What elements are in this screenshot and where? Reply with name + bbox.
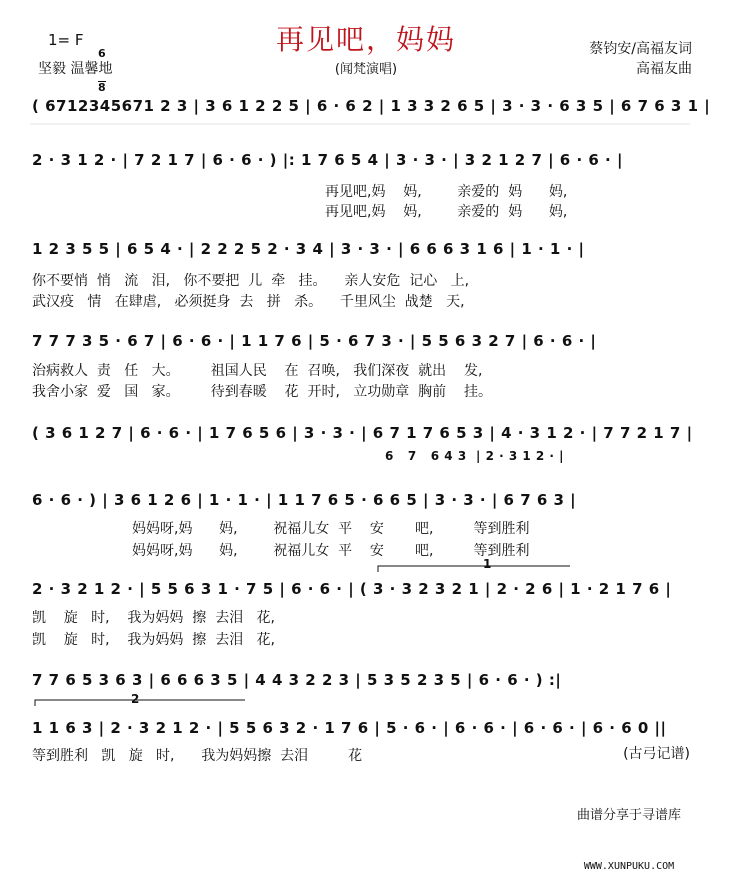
key-signature: 1= F [48,31,84,49]
composer-credit: 高福友曲 [636,61,692,77]
system-1-notes: ( 6712345671 2 3 | 3 6 1 2 2 5 | 6 · 6 2 | 1 3 3 2 6 5 | 3 · 3 · 6 3 5 | 6 7 6 3 1 | [32,97,711,115]
volta-2-label: 2 [131,692,140,706]
system-9-lyrics: 等到胜利 凯 旋 时, 我为妈妈擦 去泪 花 [32,748,363,764]
system-5-notes: ( 3 6 1 2 7 | 6 · 6 · | 1 7 6 5 6 | 3 · 3 · | 6 7 1 7 6 5 3 | 4 · 3 1 2 · | 7 7 2 1 7 | [32,424,693,442]
system-6-lyrics-verse-2: 妈妈呀,妈 妈, 祝福儿女 平 安 吧, 等到胜利 [132,543,530,559]
system-2-lyrics-verse-2: 再见吧,妈 妈, 亲爱的 妈 妈, [325,204,568,220]
system-6-notes: 6 · 6 · ) | 3 6 1 2 6 | 1 · 1 · | 1 1 7 6 5 · 6 6 5 | 3 · 3 · | 6 7 6 3 | [32,491,577,509]
volta-1-bracket [378,566,570,572]
time-signature-top: 6 [98,47,106,60]
volta-2-bracket [35,700,245,706]
time-signature-bottom: 8 [98,81,106,94]
system-7-notes: 2 · 3 2 1 2 · | 5 5 6 3 1 · 7 5 | 6 · 6 · | ( 3 · 3 2 3 2 1 | 2 · 2 6 | 1 · 2 1 7 6 | [32,580,672,598]
system-4-lyrics-verse-1: 治病救人 责 任 大。 祖国人民 在 召唤, 我们深夜 就出 发, [32,363,483,379]
transcriber-credit: (古弓记谱) [623,746,690,762]
lyricist-credit: 蔡钧安/高福友词 [589,41,692,57]
watermark-url: WWW.XUNPUKU.COM [583,861,675,872]
song-title: 再见吧，妈妈 [275,23,456,56]
performer: (闻梵演唱) [334,62,398,77]
volta-1-label: 1 [483,557,492,571]
expression-marking: 坚毅 温馨地 [38,61,113,77]
system-2-notes: 2 · 3 1 2 · | 7 2 1 7 | 6 · 6 · ) |: 1 7 6 5 4 | 3 · 3 · | 3 2 1 2 7 | 6 · 6 · | [32,151,623,169]
system-7-lyrics-verse-2: 凯 旋 时, 我为妈妈 擦 去泪 花, [32,632,276,648]
watermark-text: 曲谱分享于寻谱库 [576,808,681,823]
system-3-lyrics-verse-2: 武汉疫 情 在肆虐, 必须挺身 去 拼 杀。 千里风尘 战楚 天, [32,294,465,310]
system-7-lyrics-verse-1: 凯 旋 时, 我为妈妈 擦 去泪 花, [32,610,276,626]
system-3-notes: 1 2 3 5 5 | 6 5 4 · | 2 2 2 5 2 · 3 4 | 3 · 3 · | 6 6 6 3 1 6 | 1 · 1 · | [32,240,585,258]
system-9-notes: 1 1 6 3 | 2 · 3 2 1 2 · | 5 5 6 3 2 · 1 7 6 | 5 · 6 · | 6 · 6 · | 6 · 6 · | 6 · 6 0 || [32,719,667,737]
system-3-lyrics-verse-1: 你不要悄 悄 流 泪, 你不要把 儿 牵 挂。 亲人安危 记心 上, [32,273,470,289]
system-2-lyrics-verse-1: 再见吧,妈 妈, 亲爱的 妈 妈, [325,184,568,200]
watermark [544,766,714,891]
system-4-lyrics-verse-2: 我舍小家 爱 国 家。 待到春暖 花 开时, 立功勋章 胸前 挂。 [32,384,492,400]
system-5-lower-voice: 6 7 6 4 3 | 2 · 3 1 2 · | [385,449,565,463]
system-8-notes: 7 7 6 5 3 6 3 | 6 6 6 3 5 | 4 4 3 2 2 3 | 5 3 5 2 3 5 | 6 · 6 · ) :| [32,671,562,689]
system-4-notes: 7 7 7 3 5 · 6 7 | 6 · 6 · | 1 1 7 6 | 5 · 6 7 3 · | 5 5 6 3 2 7 | 6 · 6 · | [32,332,597,350]
system-6-lyrics-verse-1: 妈妈呀,妈 妈, 祝福儿女 平 安 吧, 等到胜利 [132,521,530,537]
